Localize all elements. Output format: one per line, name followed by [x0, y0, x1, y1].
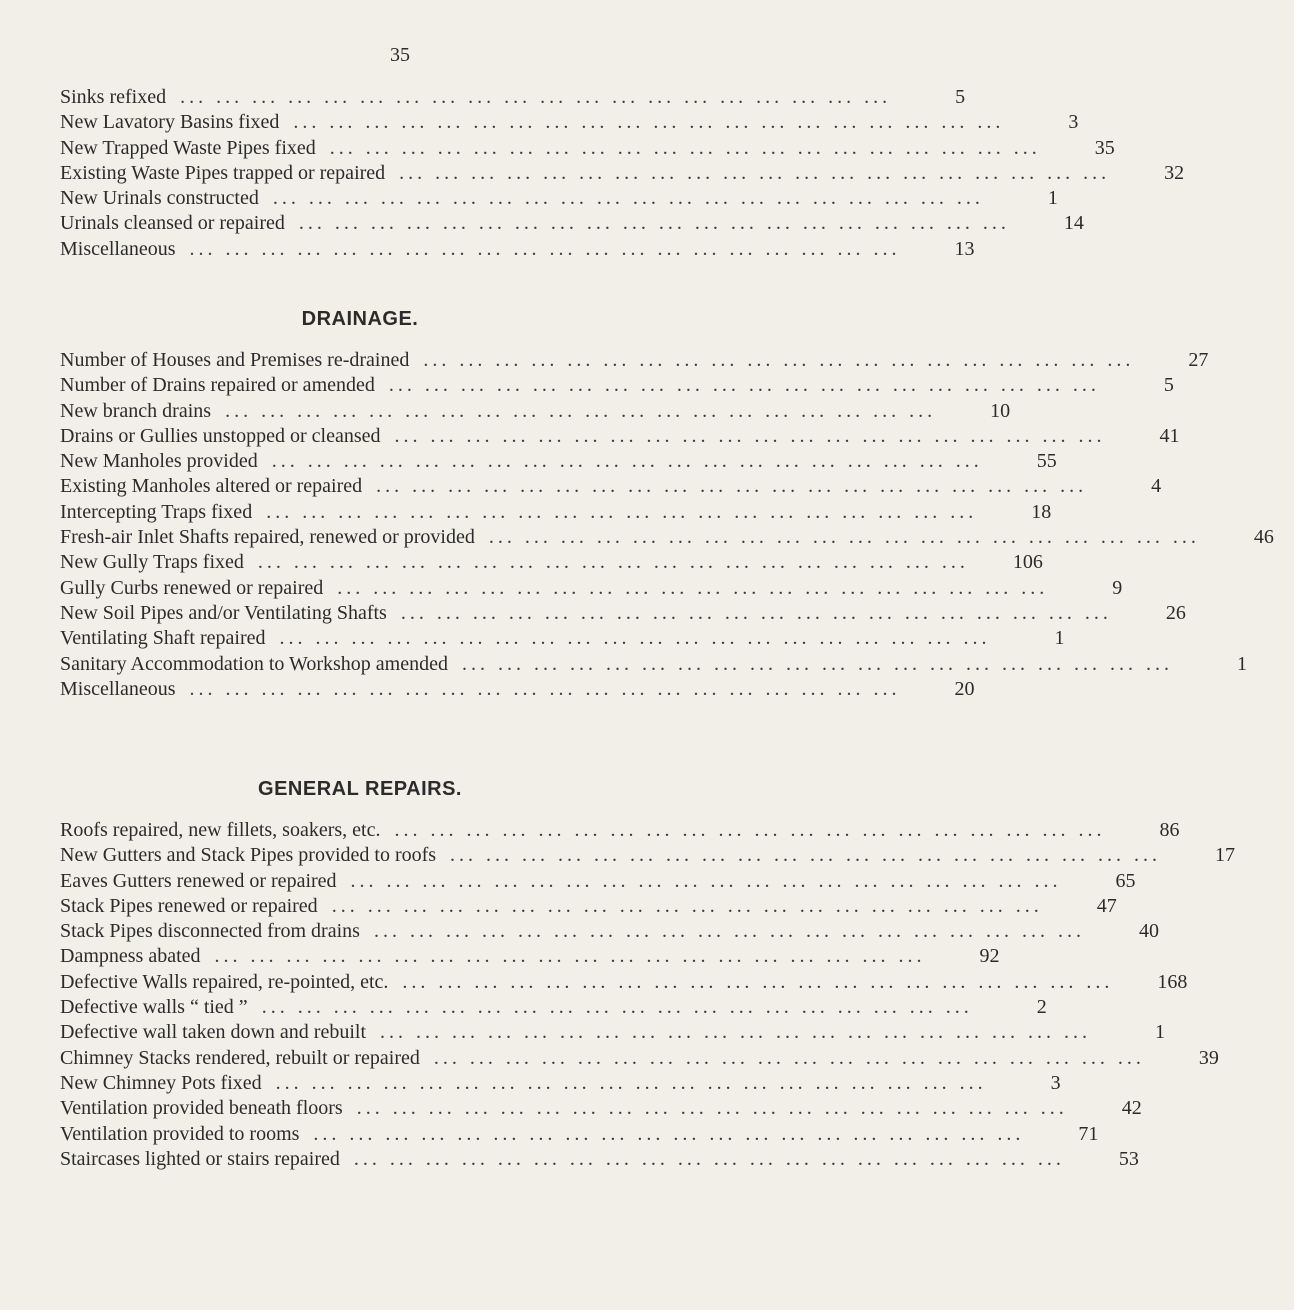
table-row — [60, 576, 1123, 602]
table-row — [60, 161, 1185, 187]
table-row — [60, 1122, 1099, 1148]
row-label: Drains or Gullies unstopped or cleansed — [60, 424, 381, 447]
leader-dots: ... ... ... ... ... ... ... ... ... ... ... ... ... ... ... ... ... ... ... ... — [180, 86, 892, 108]
row-value: 27 — [1188, 349, 1209, 371]
table-row — [60, 970, 1188, 996]
table-row — [60, 601, 1186, 627]
table-row — [60, 212, 1084, 237]
leader-dots: ... ... ... ... ... ... ... ... ... ... ... ... ... ... ... ... ... ... ... ... — [350, 869, 1062, 892]
table-row — [60, 136, 1115, 162]
row-label: New Gully Traps fixed — [60, 551, 244, 574]
row-label: Staircases lighted or stairs repaired — [60, 1147, 340, 1170]
row-label: Ventilation provided beneath floors — [60, 1097, 343, 1120]
row-value: 106 — [1012, 551, 1043, 574]
leader-dots: ... ... ... ... ... ... ... ... ... ... ... ... ... ... ... ... ... ... ... ... — [331, 894, 1043, 917]
row-label: Dampness abated — [60, 945, 201, 968]
table-row — [60, 652, 1247, 678]
row-label: Defective walls “ tied ” — [60, 996, 248, 1019]
row-value: 3 — [1068, 111, 1079, 134]
row-value: 2 — [1036, 996, 1047, 1019]
row-label: Existing Manholes altered or repaired — [60, 475, 363, 498]
row-label: Stack Pipes renewed or repaired — [60, 894, 318, 917]
leader-dots: ... ... ... ... ... ... ... ... ... ... ... ... ... ... ... ... ... ... ... ... — [356, 1097, 1068, 1120]
row-label: Existing Waste Pipes trapped or repaired — [60, 161, 386, 184]
row-label: New branch drains — [60, 399, 212, 422]
row-value: 14 — [1063, 212, 1084, 235]
table-row — [60, 996, 1047, 1021]
leader-dots: ... ... ... ... ... ... ... ... ... ... ... ... ... ... ... ... ... ... ... ... — [266, 500, 978, 523]
row-value: 42 — [1121, 1097, 1142, 1120]
leader-dots: ... ... ... ... ... ... ... ... ... ... ... ... ... ... ... ... ... ... ... ... — [488, 526, 1200, 549]
row-value: 20 — [954, 677, 975, 700]
row-value: 47 — [1096, 894, 1117, 917]
row-label: New Chimney Pots fixed — [60, 1071, 262, 1094]
leader-dots: ... ... ... ... ... ... ... ... ... ... ... ... ... ... ... ... ... ... ... ... — [189, 677, 901, 700]
row-label: Chimney Stacks rendered, rebuilt or repaired — [60, 1046, 420, 1069]
fixtures-list — [60, 86, 1185, 263]
leader-dots: ... ... ... ... ... ... ... ... ... ... ... ... ... ... ... ... ... ... ... ... — [313, 1122, 1025, 1145]
page-number: 35 — [390, 44, 410, 66]
row-value: 65 — [1115, 869, 1136, 892]
row-value: 10 — [990, 399, 1011, 422]
row-label: Sanitary Accommodation to Workshop amended — [60, 652, 448, 675]
leader-dots: ... ... ... ... ... ... ... ... ... ... ... ... ... ... ... ... ... ... ... ... — [373, 920, 1085, 943]
row-label: New Gutters and Stack Pipes provided to roofs — [60, 844, 437, 867]
table-row — [60, 374, 1174, 399]
table-row — [60, 475, 1162, 500]
leader-dots: ... ... ... ... ... ... ... ... ... ... ... ... ... ... ... ... ... ... ... ... — [400, 601, 1112, 624]
leader-dots: ... ... ... ... ... ... ... ... ... ... ... ... ... ... ... ... ... ... ... ... — [380, 1021, 1091, 1044]
table-row — [60, 500, 1052, 526]
leader-dots: ... ... ... ... ... ... ... ... ... ... ... ... ... ... ... ... ... ... ... ... — [257, 551, 969, 574]
leader-dots: ... ... ... ... ... ... ... ... ... ... ... ... ... ... ... ... ... ... ... ... — [298, 212, 1010, 235]
table-row — [60, 1071, 1061, 1097]
row-label: Urinals cleansed or repaired — [60, 212, 285, 235]
section-fixtures — [60, 86, 1185, 263]
row-label: Miscellaneous — [60, 677, 176, 700]
section-general-repairs — [60, 778, 1236, 1173]
table-row — [60, 920, 1159, 945]
row-label: Ventilating Shaft repaired — [60, 627, 266, 650]
row-label: Gully Curbs renewed or repaired — [60, 576, 324, 599]
row-value: 39 — [1198, 1046, 1219, 1069]
table-row — [60, 945, 1000, 970]
section-heading-drainage: DRAINAGE. — [301, 308, 419, 330]
table-row — [60, 819, 1180, 844]
leader-dots: ... ... ... ... ... ... ... ... ... ... ... ... ... ... ... ... ... ... ... ... — [450, 844, 1162, 867]
row-label: New Trapped Waste Pipes fixed — [60, 136, 316, 159]
leader-dots: ... ... ... ... ... ... ... ... ... ... ... ... ... ... ... ... ... ... ... ... — [353, 1147, 1065, 1170]
row-label: Roofs repaired, new fillets, soakers, etc. — [60, 819, 381, 841]
leader-dots: ... ... ... ... ... ... ... ... ... ... ... ... ... ... ... ... ... ... ... ... — [275, 1071, 987, 1094]
table-row — [60, 844, 1236, 869]
drainage-list — [60, 349, 1274, 703]
row-label: New Manholes provided — [60, 450, 258, 473]
table-row — [60, 424, 1180, 450]
table-row — [60, 526, 1274, 551]
row-value: 32 — [1164, 161, 1185, 184]
leader-dots: ... ... ... ... ... ... ... ... ... ... ... ... ... ... ... ... ... ... ... ... — [388, 374, 1100, 397]
leader-dots: ... ... ... ... ... ... ... ... ... ... ... ... ... ... ... ... ... ... ... ... — [423, 349, 1135, 371]
row-value: 17 — [1215, 844, 1236, 867]
row-label: Defective wall taken down and rebuilt — [60, 1021, 366, 1044]
row-value: 35 — [1094, 136, 1115, 159]
table-row — [60, 1021, 1165, 1046]
row-value: 46 — [1253, 526, 1274, 549]
table-row — [60, 237, 975, 263]
row-value: 26 — [1165, 601, 1186, 624]
row-label: Number of Drains repaired or amended — [60, 374, 375, 397]
leader-dots: ... ... ... ... ... ... ... ... ... ... ... ... ... ... ... ... ... ... ... ... — [279, 627, 991, 650]
table-row — [60, 187, 1058, 212]
leader-dots: ... ... ... ... ... ... ... ... ... ... ... ... ... ... ... ... ... ... ... ... — [225, 399, 937, 422]
row-label: New Soil Pipes and/or Ventilating Shafts — [60, 601, 387, 624]
leader-dots: ... ... ... ... ... ... ... ... ... ... ... ... ... ... ... ... ... ... ... ... — [399, 161, 1111, 184]
table-row — [60, 86, 966, 111]
row-label: Intercepting Traps fixed — [60, 500, 253, 523]
row-value: 92 — [979, 945, 1000, 968]
row-value: 3 — [1050, 1071, 1061, 1094]
row-value: 1 — [1054, 627, 1065, 650]
table-row — [60, 1097, 1142, 1122]
section-heading-general-repairs: GENERAL REPAIRS. — [258, 778, 462, 800]
row-value: 41 — [1159, 424, 1180, 447]
leader-dots: ... ... ... ... ... ... ... ... ... ... ... ... ... ... ... ... ... ... ... ... — [433, 1046, 1145, 1069]
table-row — [60, 1147, 1139, 1173]
leader-dots: ... ... ... ... ... ... ... ... ... ... ... ... ... ... ... ... ... ... ... ... — [261, 996, 973, 1019]
row-label: Number of Houses and Premises re-drained — [60, 349, 410, 371]
row-label: New Lavatory Basins fixed — [60, 111, 280, 134]
table-row — [60, 894, 1117, 920]
row-value: 5 — [955, 86, 966, 108]
row-value: 40 — [1138, 920, 1159, 943]
row-value: 86 — [1159, 819, 1180, 841]
leader-dots: ... ... ... ... ... ... ... ... ... ... ... ... ... ... ... ... ... ... ... ... — [337, 576, 1049, 599]
leader-dots: ... ... ... ... ... ... ... ... ... ... ... ... ... ... ... ... ... ... ... ... — [189, 237, 901, 260]
row-value: 4 — [1151, 475, 1162, 498]
row-value: 5 — [1163, 374, 1174, 397]
row-label: New Urinals constructed — [60, 187, 259, 210]
row-label: Stack Pipes disconnected from drains — [60, 920, 360, 943]
leader-dots: ... ... ... ... ... ... ... ... ... ... ... ... ... ... ... ... ... ... ... ... — [329, 136, 1041, 159]
table-row — [60, 450, 1057, 475]
row-value: 168 — [1157, 970, 1188, 993]
leader-dots: ... ... ... ... ... ... ... ... ... ... ... ... ... ... ... ... ... ... ... ... — [293, 111, 1005, 134]
table-row — [60, 1046, 1219, 1072]
row-value: 18 — [1031, 500, 1052, 523]
leader-dots: ... ... ... ... ... ... ... ... ... ... ... ... ... ... ... ... ... ... ... ... — [461, 652, 1173, 675]
table-row — [60, 677, 975, 703]
leader-dots: ... ... ... ... ... ... ... ... ... ... ... ... ... ... ... ... ... ... ... ... — [272, 187, 984, 210]
row-label: Miscellaneous — [60, 237, 176, 260]
leader-dots: ... ... ... ... ... ... ... ... ... ... ... ... ... ... ... ... ... ... ... ... — [271, 450, 983, 473]
general-repairs-list — [60, 819, 1236, 1173]
row-label: Defective Walls repaired, re-pointed, etc. — [60, 970, 389, 993]
row-value: 1 — [1236, 652, 1247, 675]
row-value: 1 — [1155, 1021, 1165, 1044]
row-value: 9 — [1112, 576, 1123, 599]
section-drainage — [60, 308, 1274, 703]
leader-dots: ... ... ... ... ... ... ... ... ... ... ... ... ... ... ... ... ... ... ... ... — [402, 970, 1114, 993]
table-row — [60, 111, 1079, 136]
table-row — [60, 627, 1065, 652]
row-label: Eaves Gutters renewed or repaired — [60, 869, 337, 892]
row-label: Fresh-air Inlet Shafts repaired, renewed or provided — [60, 526, 475, 549]
table-row — [60, 551, 1043, 576]
row-label: Sinks refixed — [60, 86, 167, 108]
table-row — [60, 869, 1136, 895]
row-label: Ventilation provided to rooms — [60, 1122, 300, 1145]
leader-dots: ... ... ... ... ... ... ... ... ... ... ... ... ... ... ... ... ... ... ... ... — [394, 819, 1106, 841]
table-row — [60, 349, 1209, 374]
row-value: 71 — [1078, 1122, 1099, 1145]
leader-dots: ... ... ... ... ... ... ... ... ... ... ... ... ... ... ... ... ... ... ... ... — [394, 424, 1106, 447]
row-value: 53 — [1118, 1147, 1139, 1170]
row-value: 1 — [1047, 187, 1058, 210]
leader-dots: ... ... ... ... ... ... ... ... ... ... ... ... ... ... ... ... ... ... ... ... — [214, 945, 926, 968]
leader-dots: ... ... ... ... ... ... ... ... ... ... ... ... ... ... ... ... ... ... ... ... — [376, 475, 1088, 498]
row-value: 55 — [1036, 450, 1057, 473]
row-value: 13 — [954, 237, 975, 260]
table-row — [60, 399, 1011, 425]
